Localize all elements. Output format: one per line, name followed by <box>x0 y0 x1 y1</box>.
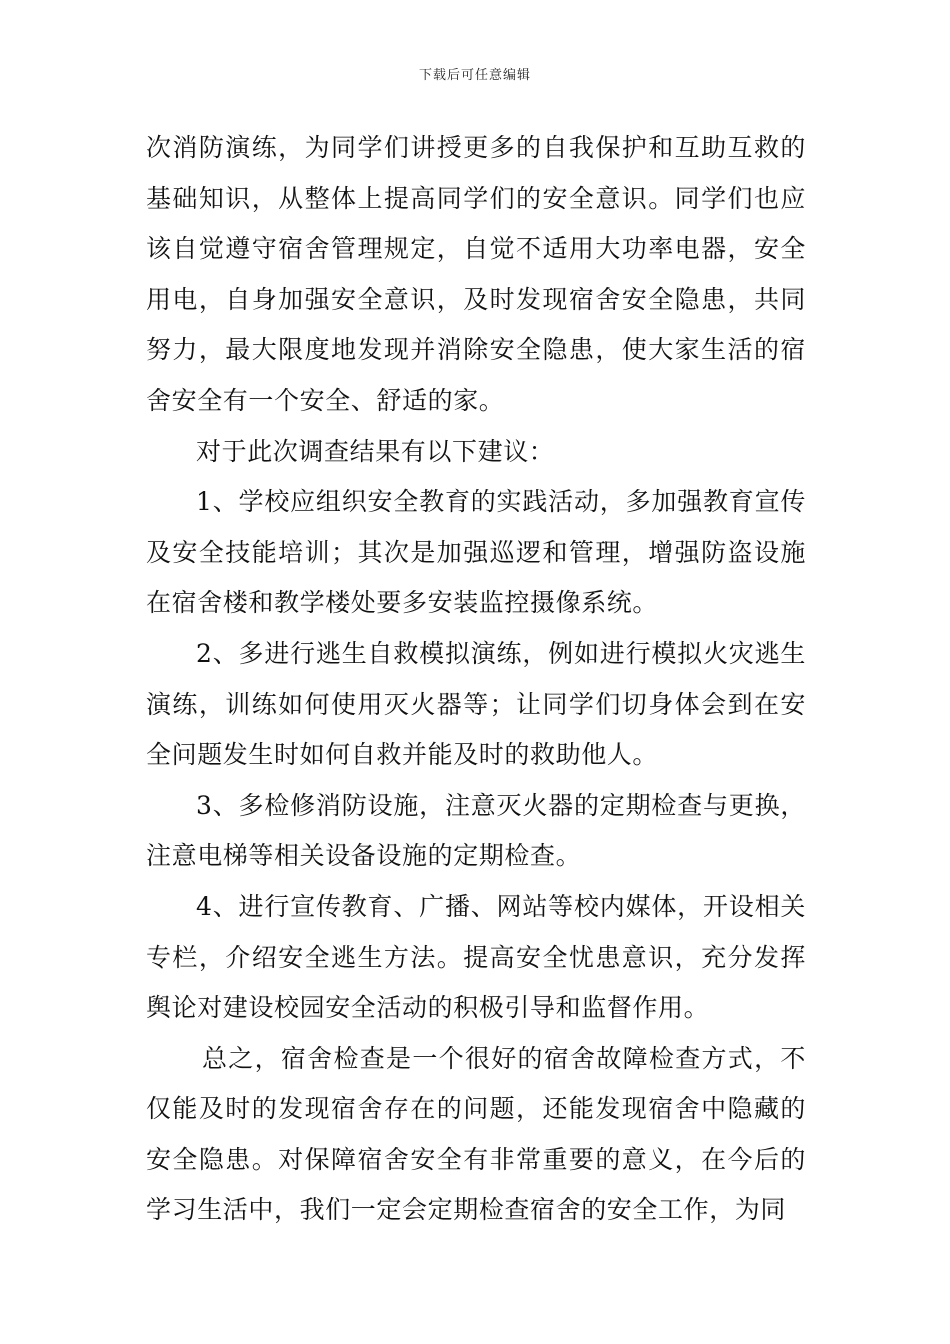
paragraph-suggestion-2: 2、多进行逃生自救模拟演练，例如进行模拟火灾逃生演练，训练如何使用灭火器等；让同学们切身体会到在安全问题发生时如何自救并能及时的救助他人。 <box>146 638 806 770</box>
paragraph-conclusion: 总之，宿舍检查是一个很好的宿舍故障检查方式，不仅能及时的发现宿舍存在的问题，还能发现宿舍中隐藏的安全隐患。对保障宿舍安全有非常重要的意义，在今后的学习生活中，我们一定会定期检查宿舍的安全工作，为同 <box>146 1043 806 1225</box>
page-header: 下载后可任意编辑 <box>418 68 531 83</box>
paragraph-suggestions-intro: 对于此次调查结果有以下建议： <box>196 436 555 466</box>
paragraph-suggestion-4: 4、进行宣传教育、广播、网站等校内媒体，开设相关专栏，介绍安全逃生方法。提高安全忧患意识，充分发挥舆论对建设校园安全活动的积极引导和监督作用。 <box>146 891 806 1023</box>
paragraph-fire-drill: 次消防演练，为同学们讲授更多的自我保护和互助互救的基础知识，从整体上提高同学们的安全意识。同学们也应该自觉遵守宿舍管理规定，自觉不适用大功率电器，安全用电，自身加强安全意识，及时发现宿舍安全隐患，共同努力，最大限度地发现并消除安全隐患，使大家生活的宿舍安全有一个安全、舒适的家。 <box>146 133 806 415</box>
paragraph-suggestion-1: 1、学校应组织安全教育的实践活动，多加强教育宣传及安全技能培训；其次是加强巡逻和管理，增强防盗设施在宿舍楼和教学楼处要多安装监控摄像系统。 <box>146 487 806 618</box>
paragraph-suggestion-3: 3、多检修消防设施，注意灭火器的定期检查与更换，注意电梯等相关设备设施的定期检查。 <box>146 790 806 871</box>
document-body <box>146 123 806 1236</box>
